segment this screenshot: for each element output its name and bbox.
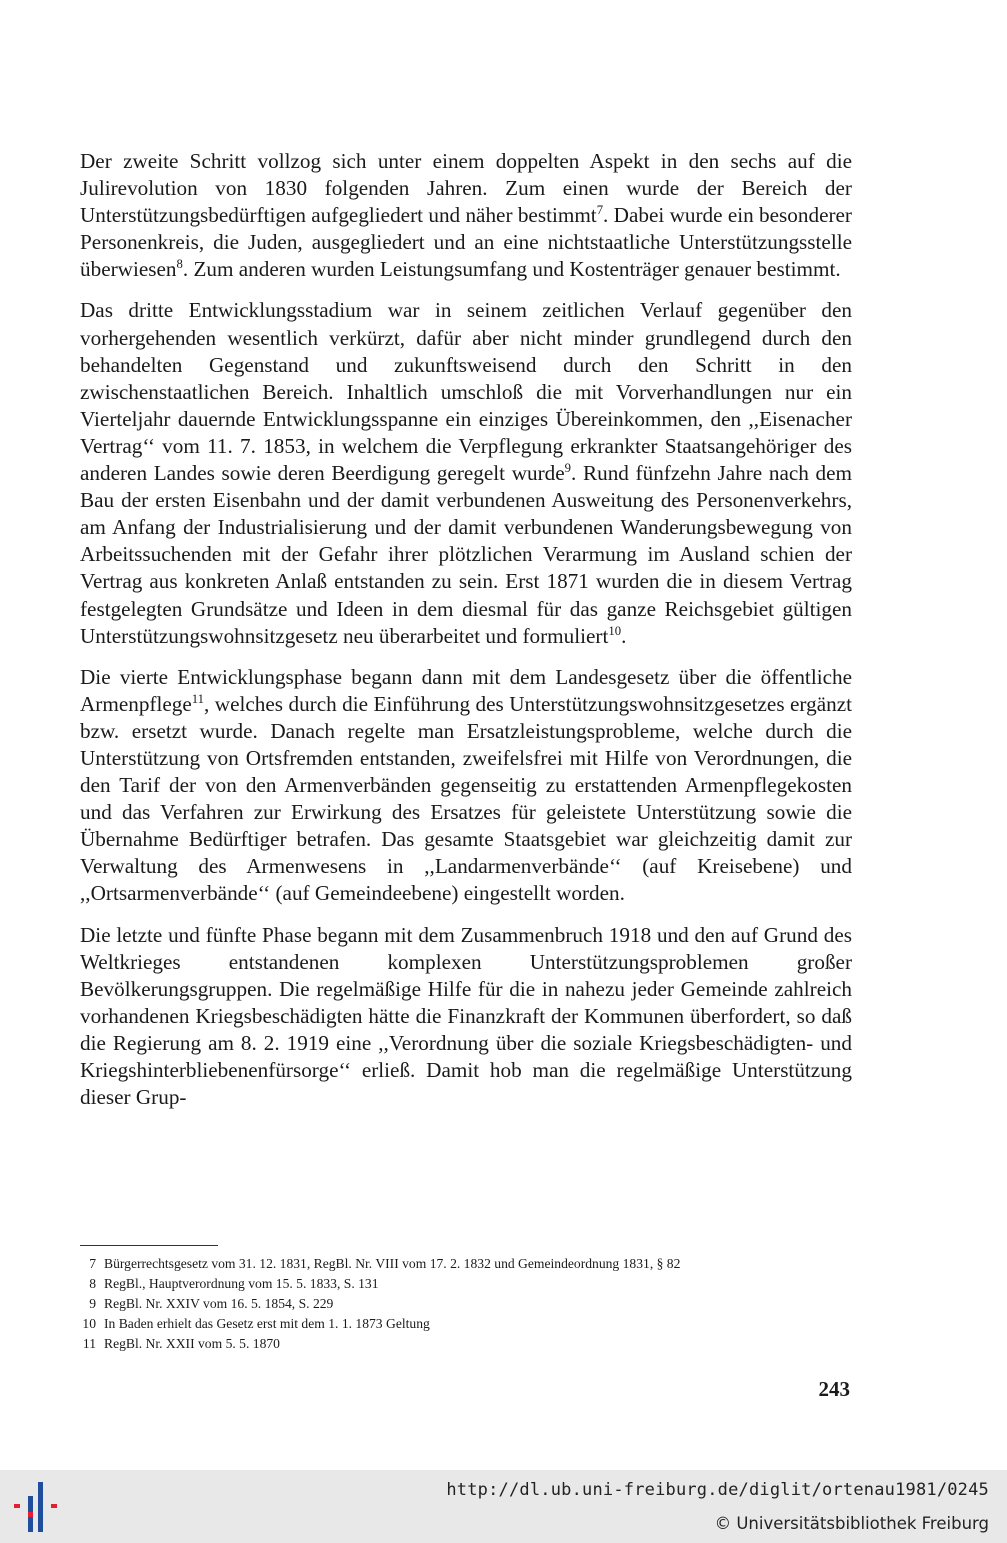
footnote-text: RegBl., Hauptverordnung vom 15. 5. 1833, S. 131 (104, 1276, 379, 1291)
paragraph-text-run: Das dritte Entwicklungsstadium war in seinem zeitlichen Verlauf gegenüber den vorhergehenden wesentlich verkürzt, dafür aber nicht minder grundlegend durch den behandelten Gegenstand und zukunftsweisend durch den Schritt in den zwischenstaatlichen Bereich. Inhaltlich umschloß die mit Vorverhandlungen nur ein Vierteljahr dauernde Entwicklungsspanne ein einziges Übereinkommen, den ,,Eisenacher Vertrag‘‘ vom 11. 7. 1853, in welchem die Verpflegung erkrankter Staatsangehöriger des anderen Landes sowie deren Beerdigung geregelt wurde (80, 298, 852, 486)
footnote-9 (80, 1294, 852, 1314)
paragraph-1 (80, 148, 852, 283)
footnote-8 (80, 1274, 852, 1294)
paragraph-text-run: Der zweite Schritt vollzog sich unter einem doppelten Aspekt in den sechs auf die Julirevolution von 1830 folgenden Jahren. Zum einen wurde der Bereich der Unterstützungsbedürftigen aufgegliedert und näher bestimmt (80, 149, 852, 228)
footnote-number: 9 (89, 1296, 96, 1311)
paragraph-4 (80, 922, 852, 1112)
footnote-11 (80, 1334, 852, 1354)
footnote-text: RegBl. Nr. XXIV vom 16. 5. 1854, S. 229 (104, 1296, 334, 1311)
paragraph-3 (80, 664, 852, 908)
ub-freiburg-logo-icon (8, 1482, 64, 1534)
page-number: 243 (818, 1377, 850, 1401)
paragraph-text-run: Die vierte Entwicklungsphase begann dann mit dem Landesgesetz über die öffentliche Armenpflege (80, 664, 852, 716)
paragraph-2 (80, 297, 852, 649)
paragraph-text-run: . Zum anderen wurden Leistungsumfang und Kostenträger genauer bestimmt. (182, 257, 841, 282)
footnote-text: RegBl. Nr. XXII vom 5. 5. 1870 (104, 1336, 280, 1351)
footnote-number: 7 (89, 1256, 96, 1271)
footnote-number: 10 (82, 1316, 96, 1331)
permalink-url[interactable]: http://dl.ub.uni-freiburg.de/diglit/ortenau1981/0245 (446, 1480, 989, 1500)
body-text (80, 148, 852, 1125)
footnote-7 (80, 1254, 852, 1274)
footnote-ref: 9 (564, 460, 572, 475)
paragraph-text-run: Die letzte und fünfte Phase begann mit dem Zusammenbruch 1918 und den auf Grund des Weltkrieges entstandenen komplexen Unterstützungsproblemen großer Bevölkerungsgruppen. Die regelmäßige Hilfe für die in nahezu jeder Gemeinde zahlreich vorhandenen Kriegsbeschädigten hätte die Finanzkraft der Kommunen überfordert, so daß die Regierung am 8. 2. 1919 eine ,,Verordnung über die soziale Kriegsbeschädigten- und Kriegshinterbliebenenfürsorge‘‘ erließ. Damit hob man die regelmäßige Unterstützung dieser Grup- (80, 922, 852, 1110)
footnote-number: 8 (89, 1276, 96, 1291)
footnote-10 (80, 1314, 852, 1334)
footnote-ref: 8 (176, 257, 183, 272)
paragraph-text-run: . Dabei wurde ein besonderer Personenkreis, die Juden, ausgegliedert und an eine nichtstaatliche Unterstützungsstelle überwiesen (80, 203, 852, 282)
copyright-text: © Universitätsbibliothek Freiburg (714, 1514, 989, 1533)
footnote-divider (80, 1245, 218, 1246)
paragraph-text-run: , welches durch die Einführung des Unterstützungswohnsitzgesetzes ergänzt bzw. ersetzt wurde. Danach regelte man Ersatzleistungsprobleme, welche durch die Unterstützung von Ortsfremden entstanden, zweifelsfrei mit Hilfe von Verordnungen, die den Tarif der von den Armenverbänden gegenseitig zu erstattenden Armenpflegekosten und das Verfahren zur Erwirkung des Ersatzes für geleistete Unterstützung sowie die Übernahme Bedürftiger betrafen. Das gesamte Staatsgebiet war gleichzeitig damit zur Verwaltung des Armenwesens in ,,Landarmenverbände‘‘ (auf Kreisebene) und ,,Ortsarmenverbände‘‘ (auf Gemeindeebene) eingestellt worden. (80, 691, 852, 906)
footnotes (80, 1254, 852, 1354)
viewer-footer (0, 1470, 1007, 1543)
paragraph-text-run: . (621, 623, 627, 648)
footnote-number: 11 (82, 1336, 96, 1351)
footnote-text: In Baden erhielt das Gesetz erst mit dem 1. 1. 1873 Geltung (104, 1316, 430, 1331)
paragraph-text-run: . Rund fünfzehn Jahre nach dem Bau der ersten Eisenbahn und der damit verbundenen Ausweitung des Personenverkehrs, am Anfang der Industrialisierung und der damit verbundenen Wanderungsbewegung von Arbeitssuchenden mit der Gefahr ihrer plötzlichen Verarmung im Ausland schien der Vertrag aus konkreten Anlaß entstanden zu sein. Erst 1871 wurden die in diesem Vertrag festgelegten Grundsätze und Ideen in dem diesmal für das ganze Reichsgebiet gültigen Unterstützungswohnsitzgesetz neu überarbeitet und formuliert (80, 461, 852, 648)
footnote-ref: 7 (596, 203, 604, 218)
footnote-ref: 11 (191, 691, 205, 706)
footnote-text: Bürgerrechtsgesetz vom 31. 12. 1831, RegBl. Nr. VIII vom 17. 2. 1832 und Gemeindeordnung 1831, § 82 (104, 1256, 681, 1271)
footnote-ref: 10 (608, 623, 622, 638)
